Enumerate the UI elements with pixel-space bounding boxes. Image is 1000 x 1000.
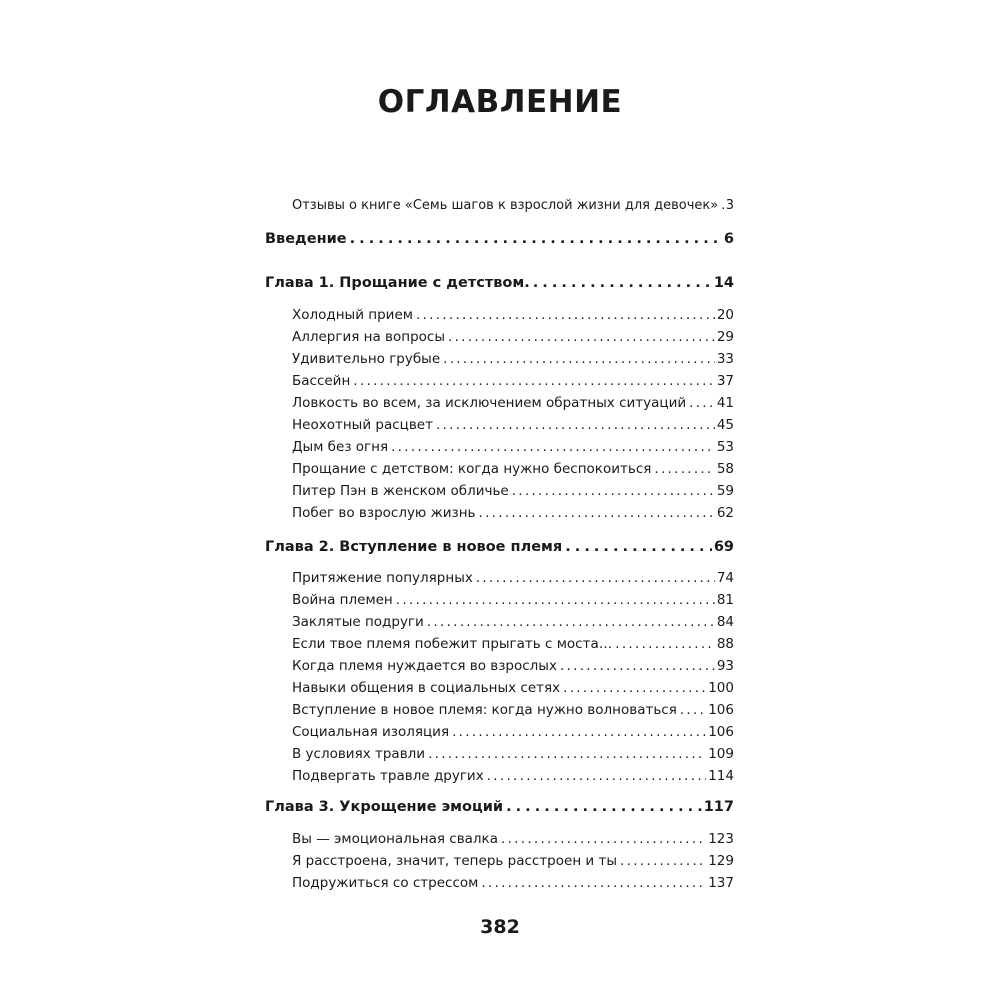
- dot-leader: [487, 765, 707, 787]
- toc-entry-page: 106: [708, 724, 734, 740]
- dot-leader: [481, 872, 706, 894]
- toc-entry-page: 29: [716, 329, 734, 345]
- toc-entry-label: Вы — эмоциональная свалка: [292, 831, 498, 847]
- toc-entry-page: 123: [708, 831, 734, 847]
- toc-entry-label: Если твое племя побежит прыгать с моста…: [292, 636, 613, 652]
- dot-leader: [391, 436, 715, 458]
- toc-entry-page: 81: [716, 592, 734, 608]
- toc-entry-page: 109: [708, 746, 734, 762]
- toc-entry-page: 3: [725, 198, 734, 213]
- dot-leader: [615, 633, 715, 655]
- toc-entry-page: 41: [716, 395, 734, 411]
- toc-entry-label: Вступление в новое племя: когда нужно волноваться: [292, 702, 677, 718]
- dot-leader: [560, 655, 715, 677]
- toc-chapter-2[interactable]: [265, 536, 734, 558]
- toc-entry-page: 129: [708, 853, 734, 869]
- toc-entry[interactable]: [292, 458, 734, 480]
- dot-leader: [654, 458, 714, 480]
- toc-entry-page: 114: [708, 768, 734, 784]
- toc-entry-label: Бассейн: [292, 373, 351, 389]
- toc-entry-label: Подвергать травле других: [292, 768, 484, 784]
- toc-entry-label: Подружиться со стрессом: [292, 875, 479, 891]
- toc-entry-page: 58: [716, 461, 734, 477]
- toc-chapter-1[interactable]: [265, 272, 734, 294]
- toc-entry[interactable]: [292, 436, 734, 458]
- toc-entry-page: 137: [708, 875, 734, 891]
- dot-leader: [512, 480, 715, 502]
- toc-entry-label: Аллергия на вопросы: [292, 329, 445, 345]
- dot-leader: [448, 326, 715, 348]
- toc-entry[interactable]: [292, 304, 734, 326]
- toc-entry-label: В условиях травли: [292, 746, 426, 762]
- toc-entry[interactable]: [292, 611, 734, 633]
- toc-entry-label: Побег во взрослую жизнь: [292, 505, 476, 521]
- toc-entry-label: Заклятые подруги: [292, 614, 424, 630]
- toc-entry-page: 62: [716, 505, 734, 521]
- toc-entry-page: 33: [716, 351, 734, 367]
- toc-entry-page: 93: [716, 658, 734, 674]
- toc-entry-label: Дым без огня: [292, 439, 389, 455]
- toc-entry[interactable]: [292, 326, 734, 348]
- toc-entry-label: Притяжение популярных: [292, 570, 473, 586]
- toc-entry-reviews[interactable]: [292, 195, 734, 217]
- toc-entry-label: Социальная изоляция: [292, 724, 450, 740]
- dot-leader: [689, 392, 715, 414]
- toc-entry-introduction[interactable]: [265, 228, 734, 250]
- toc-entry[interactable]: [292, 765, 734, 787]
- toc-entry-page: 100: [708, 680, 734, 696]
- dot-leader: [428, 743, 706, 765]
- toc-entry-page: 117: [703, 799, 734, 815]
- toc-entry-page: 84: [716, 614, 734, 630]
- toc-entry-label: Ловкость во всем, за исключением обратных ситуаций: [292, 395, 687, 411]
- toc-entry-label: Отзывы о книге «Семь шагов к взрослой жизни для девочек»: [292, 198, 719, 213]
- toc-entry[interactable]: [292, 828, 734, 850]
- toc-entry-label: Я расстроена, значит, теперь расстроен и ты: [292, 853, 618, 869]
- dot-leader: [563, 677, 706, 699]
- dot-leader: [620, 850, 706, 872]
- toc-entry[interactable]: [292, 850, 734, 872]
- dot-leader: [436, 414, 715, 436]
- dot-leader: [533, 272, 712, 294]
- dot-leader: [350, 228, 722, 250]
- dot-leader: [479, 502, 715, 524]
- toc-entry-label: Питер Пэн в женском обличье: [292, 483, 509, 499]
- toc-entry[interactable]: [292, 567, 734, 589]
- toc-entry-page: 6: [723, 231, 734, 247]
- toc-entry-label: Неохотный расцвет: [292, 417, 433, 433]
- toc-entry-page: 53: [716, 439, 734, 455]
- toc-entry[interactable]: [292, 721, 734, 743]
- dot-leader: [721, 195, 724, 217]
- toc-entry-page: 37: [716, 373, 734, 389]
- toc-entry-page: 20: [716, 307, 734, 323]
- page-title: ОГЛАВЛЕНИЕ: [377, 84, 623, 120]
- toc-entry[interactable]: [292, 348, 734, 370]
- dot-leader: [443, 348, 715, 370]
- toc-entry-page: 69: [713, 539, 734, 555]
- dot-leader: [427, 611, 715, 633]
- dot-leader: [353, 370, 715, 392]
- toc-entry-label: Глава 1. Прощание с детством.: [265, 275, 530, 291]
- toc-entry[interactable]: [292, 872, 734, 894]
- toc-entry-label: Глава 2. Вступление в новое племя: [265, 539, 563, 555]
- toc-entry-label: Война племен: [292, 592, 393, 608]
- page-number: 382: [480, 916, 520, 938]
- toc-entry[interactable]: [292, 414, 734, 436]
- toc-entry-label: Введение: [265, 231, 347, 247]
- toc-entry-page: 88: [716, 636, 734, 652]
- toc-entry-label: Холодный прием: [292, 307, 413, 323]
- toc-entry-label: Удивительно грубые: [292, 351, 441, 367]
- toc-entry[interactable]: [292, 677, 734, 699]
- toc-entry[interactable]: [292, 699, 734, 721]
- toc-entry-page: 45: [716, 417, 734, 433]
- toc-entry[interactable]: [292, 655, 734, 677]
- toc-entry[interactable]: [292, 633, 734, 655]
- dot-leader: [565, 536, 712, 558]
- dot-leader: [452, 721, 706, 743]
- toc-chapter-3[interactable]: [265, 796, 734, 818]
- toc-entry[interactable]: [292, 392, 734, 414]
- toc-entry[interactable]: [292, 743, 734, 765]
- toc-entry-page: 74: [716, 570, 734, 586]
- toc-entry-label: Когда племя нуждается во взрослых: [292, 658, 557, 674]
- dot-leader: [416, 304, 715, 326]
- toc-entry-page: 14: [713, 275, 734, 291]
- toc-entry-label: Глава 3. Укрощение эмоций: [265, 799, 504, 815]
- toc-entry[interactable]: [292, 370, 734, 392]
- toc-entry-label: Навыки общения в социальных сетях: [292, 680, 561, 696]
- dot-leader: [680, 699, 706, 721]
- dot-leader: [396, 589, 715, 611]
- toc-entry-page: 59: [716, 483, 734, 499]
- dot-leader: [476, 567, 715, 589]
- toc-entry-page: 106: [708, 702, 734, 718]
- toc-entry[interactable]: [292, 480, 734, 502]
- dot-leader: [506, 796, 702, 818]
- toc-entry[interactable]: [292, 502, 734, 524]
- toc-entry[interactable]: [292, 589, 734, 611]
- toc-entry-label: Прощание с детством: когда нужно беспокоиться: [292, 461, 652, 477]
- dot-leader: [501, 828, 706, 850]
